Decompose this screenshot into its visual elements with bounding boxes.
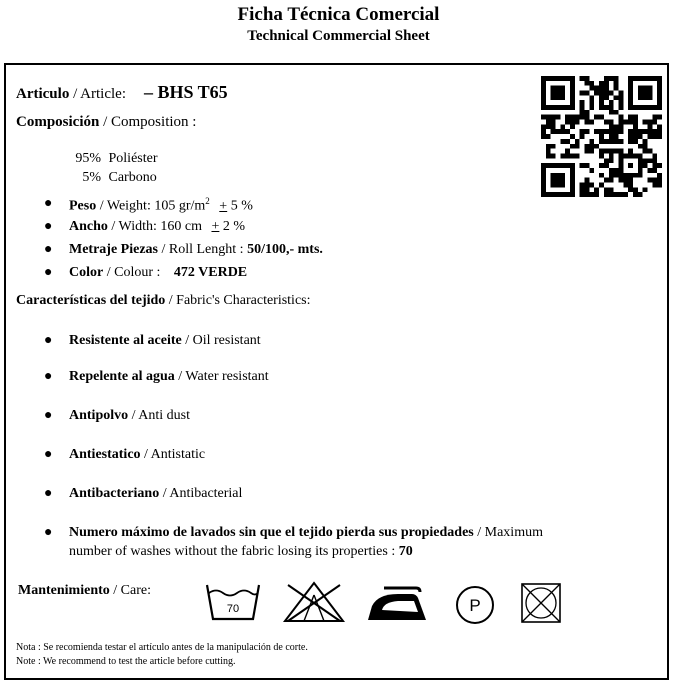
color-label-en: / Colour : (103, 265, 161, 280)
bullet-icon: ● (44, 525, 53, 540)
composition-percent: 95% (75, 151, 101, 166)
composition-label-en: / Composition : (99, 114, 197, 130)
characteristics-label-en: / Fabric's Characteristics: (165, 293, 311, 308)
qr-code-icon (541, 76, 662, 197)
characteristic-en: / Oil resistant (181, 333, 261, 348)
washes-en-2: number of washes without the fabric losing its properties : (69, 544, 399, 559)
note-es: Nota : Se recomienda testar el artículo antes de la manipulación de corte. (16, 642, 308, 653)
characteristics-heading (16, 293, 311, 309)
iron-icon (364, 580, 430, 624)
characteristic-item (69, 333, 261, 349)
roll-value: 50/100,- mts. (247, 242, 323, 257)
spec-weight (69, 196, 253, 215)
characteristic-en: / Anti dust (128, 408, 190, 423)
characteristic-es: Resistente al aceite (69, 333, 182, 348)
composition-row (16, 113, 196, 131)
page-title: Ficha Técnica Comercial (237, 4, 440, 25)
characteristic-washes-line2 (69, 544, 413, 560)
article-row (16, 82, 228, 103)
weight-value: / Weight: 105 gr/m (96, 198, 206, 214)
color-label: Color (69, 265, 104, 280)
weight-plusminus: + (219, 198, 228, 214)
spec-roll (69, 242, 323, 258)
washes-value: 70 (398, 544, 413, 559)
composition-item (68, 170, 157, 186)
spec-sheet-frame (4, 63, 669, 680)
washes-en-1: / Maximum (473, 525, 543, 540)
no-bleach-icon (282, 580, 346, 624)
composition-item (68, 151, 158, 167)
care-heading (18, 583, 151, 599)
weight-unit-sup: 2 (205, 196, 210, 206)
spec-width (69, 219, 245, 235)
composition-material: Poliéster (108, 151, 158, 166)
dry-clean-p-icon (454, 584, 496, 626)
color-value: 472 VERDE (173, 265, 248, 280)
composition-label: Composición (16, 114, 100, 130)
weight-tolerance: 5 % (227, 198, 253, 214)
bullet-icon: ● (44, 196, 53, 211)
characteristic-washes (69, 525, 543, 541)
characteristic-en: / Antibacterial (159, 486, 243, 501)
spec-color (69, 265, 247, 281)
characteristic-item (69, 369, 269, 385)
characteristics-label: Características del tejido (16, 293, 166, 308)
characteristic-item (69, 486, 242, 502)
width-tolerance: 2 % (219, 219, 246, 234)
width-value: / Width: 160 cm (107, 219, 202, 234)
composition-material: Carbono (108, 170, 157, 185)
bullet-icon: ● (44, 219, 53, 234)
bullet-icon: ● (44, 242, 53, 257)
composition-percent: 5% (82, 170, 101, 185)
characteristic-es: Antibacteriano (69, 486, 160, 501)
roll-label-en: / Roll Lenght : (158, 242, 248, 257)
bullet-icon: ● (44, 486, 53, 501)
characteristic-es: Antipolvo (69, 408, 129, 423)
no-tumble-dry-icon (518, 581, 564, 625)
characteristic-es: Repelente al agua (69, 369, 175, 384)
page-subtitle: Technical Commercial Sheet (247, 28, 430, 44)
bullet-icon: ● (44, 447, 53, 462)
wash-70-icon (204, 581, 262, 623)
bullet-icon: ● (44, 333, 53, 348)
wash-temp-label: 70 (226, 603, 240, 615)
width-label: Ancho (69, 219, 108, 234)
characteristic-en: / Water resistant (174, 369, 269, 384)
characteristic-es: Antiestatico (69, 447, 141, 462)
bullet-icon: ● (44, 408, 53, 423)
washes-es: Numero máximo de lavados sin que el tejido pierda sus propiedades (69, 525, 474, 540)
note-en: Note : We recommend to test the article before cutting. (16, 656, 236, 667)
article-label-en: / Article: (69, 86, 126, 102)
care-label: Mantenimiento (18, 583, 110, 598)
width-plusminus: + (211, 219, 220, 234)
characteristic-item (69, 447, 205, 463)
weight-label: Peso (69, 198, 97, 214)
bullet-icon: ● (44, 369, 53, 384)
roll-label: Metraje Piezas (69, 242, 158, 257)
care-label-en: / Care: (109, 583, 151, 598)
dry-clean-letter: P (469, 596, 481, 615)
bullet-icon: ● (44, 265, 53, 280)
characteristic-item (69, 408, 190, 424)
article-label: Articulo (16, 86, 70, 102)
characteristic-en: / Antistatic (140, 447, 206, 462)
article-value: – BHS T65 (143, 82, 228, 102)
